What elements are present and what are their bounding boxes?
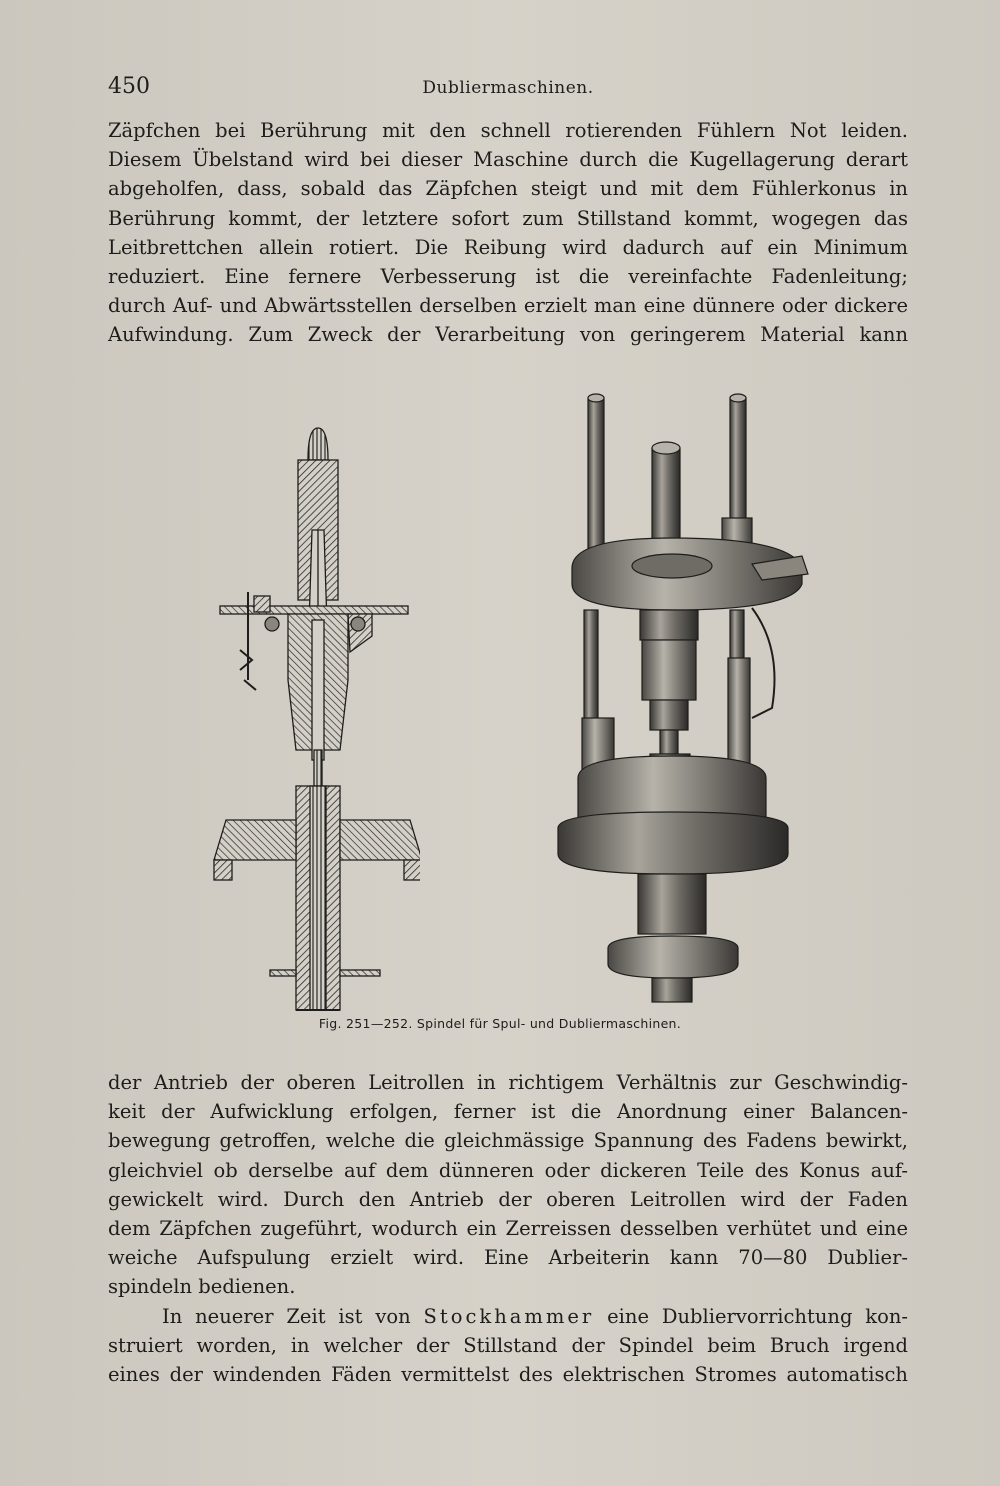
- text-run: eine Dubliervorrichtung kon-: [594, 1304, 908, 1328]
- text-line: keit der Aufwicklung erfolgen, ferner ist die Anordnung einer Balancen-: [108, 1100, 908, 1124]
- text-line: struiert worden, in welcher der Stillstand der Spindel beim Bruch irgend: [108, 1333, 908, 1357]
- figure-caption: Fig. 251—252. Spindel für Spul- und Dubliermaschinen.: [318, 1016, 682, 1031]
- text-line: durch Auf- und Abwärtsstellen derselben erzielt man eine dünnere oder dickere: [108, 294, 908, 318]
- text-line: bewegung getroffen, welche die gleichmässige Spannung des Fadens bewirkt,: [108, 1129, 908, 1153]
- paragraph-top: [108, 116, 908, 350]
- paragraph-bottom: [108, 1068, 908, 1389]
- text-line: der Antrieb der oberen Leitrollen in richtigem Verhältnis zur Geschwindig-: [108, 1071, 908, 1094]
- text-line: Diesem Übelstand wird bei dieser Maschine durch die Kugellagerung derart: [108, 148, 908, 172]
- spindle-machine-illustration: [552, 388, 822, 1008]
- text-line: gewickelt wird. Durch den Antrieb der oberen Leitrollen wird der Faden: [108, 1187, 908, 1211]
- text-line: [108, 1302, 908, 1331]
- text-line: Aufwindung. Zum Zweck der Verarbeitung von geringerem Material kann: [108, 323, 908, 347]
- text-line: dem Zäpfchen zugeführt, wodurch ein Zerreissen desselben verhütet und eine: [108, 1217, 908, 1241]
- text-line: eines der windenden Fäden vermittelst des elektrischen Stromes automatisch: [108, 1363, 908, 1387]
- text-line: abgeholfen, dass, sobald das Zäpfchen steigt und mit dem Fühlerkonus in: [108, 177, 908, 201]
- text-line: Zäpfchen bei Berührung mit den schnell rotierenden Fühlern Not leiden.: [108, 119, 908, 142]
- text-line: Berührung kommt, der letztere sofort zum Stillstand kommt, wogegen das: [108, 206, 908, 230]
- page-number: 450: [108, 74, 150, 99]
- text-line: reduziert. Eine fernere Verbesserung ist die vereinfachte Fadenleitung;: [108, 265, 908, 289]
- author-name: Stockhammer: [423, 1304, 595, 1328]
- text-line: gleichviel ob derselbe auf dem dünneren oder dickeren Teile des Konus auf-: [108, 1158, 908, 1182]
- text-line: weiche Aufspulung erzielt wird. Eine Arbeiterin kann 70—80 Dublier-: [108, 1246, 908, 1270]
- text-run: In neuerer Zeit ist von: [162, 1304, 424, 1328]
- text-line: spindeln bedienen.: [108, 1275, 296, 1299]
- running-head: Dubliermaschinen.: [422, 78, 594, 98]
- text-line: Leitbrettchen allein rotiert. Die Reibung wird dadurch auf ein Minimum: [108, 235, 908, 259]
- page-header: [108, 74, 908, 104]
- spindle-section-illustration: [200, 420, 420, 1020]
